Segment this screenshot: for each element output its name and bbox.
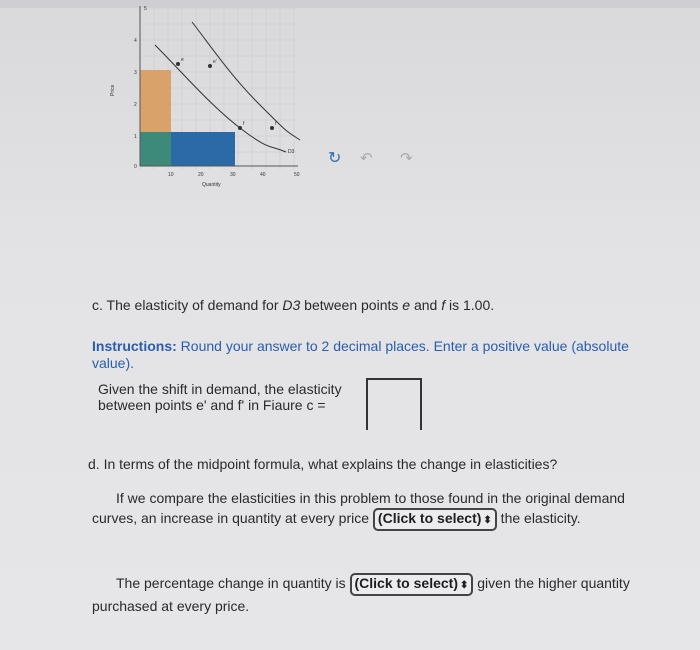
question-c-curve: D3 xyxy=(282,297,301,313)
curve-label-d3: D3 xyxy=(288,149,295,155)
teal-area xyxy=(140,132,171,166)
point-label-f: f xyxy=(243,121,245,127)
point-e-prime xyxy=(208,64,212,68)
given-text: Given the shift in demand, the elasticity between points e' and f' in Fiaure c = xyxy=(98,381,342,413)
demand-chart xyxy=(100,0,430,200)
x-tick-40: 40 xyxy=(260,172,266,178)
question-c xyxy=(92,297,494,313)
paragraph-2-before: The percentage change in quantity is xyxy=(116,575,350,591)
x-tick-30: 30 xyxy=(230,172,236,178)
y-tick-0: 0 xyxy=(134,164,137,170)
x-tick-50: 50 xyxy=(294,172,300,178)
x-tick-10: 10 xyxy=(168,172,174,178)
paragraph-2-after: given the higher quantity purchased at every price. xyxy=(92,575,630,614)
y-tick-3: 3 xyxy=(134,70,137,76)
y-tick-2: 2 xyxy=(134,102,137,108)
select-arrows-icon: ⬍ xyxy=(483,515,492,526)
question-c-text-b: between points xyxy=(300,297,403,313)
point-f-prime xyxy=(270,126,274,130)
paragraph-1 xyxy=(92,488,637,531)
point-label-f-prime: f' xyxy=(275,121,278,127)
question-c-text-a: c. The elasticity of demand for xyxy=(92,297,283,313)
chart-svg xyxy=(100,0,430,200)
paragraph-2-select[interactable] xyxy=(350,573,474,596)
point-label-e-prime: e' xyxy=(213,59,217,65)
orange-area xyxy=(140,70,171,132)
instructions xyxy=(92,338,632,372)
paragraph-2-select-label: (Click to select) xyxy=(354,575,458,591)
instructions-text: Round your answer to 2 decimal places. Enter a positive value (absolute value). xyxy=(92,338,629,371)
undo-icon[interactable]: ↶ xyxy=(360,150,373,167)
question-c-text-d: is 1.00. xyxy=(445,297,495,313)
y-tick-4: 4 xyxy=(134,38,137,44)
y-tick-1: 1 xyxy=(134,134,137,140)
y-tick-5: 5 xyxy=(144,6,147,12)
question-c-point-f: f xyxy=(441,297,446,313)
question-c-point-e: e xyxy=(402,297,411,313)
y-axis-label: Price xyxy=(110,84,116,96)
x-axis-label: Quantity xyxy=(202,182,221,188)
reset-icon[interactable]: ↻ xyxy=(328,150,342,167)
redo-icon[interactable]: ↷ xyxy=(400,150,413,167)
paragraph-1-select[interactable] xyxy=(373,508,497,531)
x-tick-20: 20 xyxy=(198,172,204,178)
instructions-label: Instructions: xyxy=(92,338,177,354)
point-e xyxy=(176,62,180,66)
question-d: d. In terms of the midpoint formula, what explains the change in elasticities? xyxy=(88,456,558,472)
paragraph-1-after: the elasticity. xyxy=(496,510,581,526)
blue-area xyxy=(171,132,235,166)
paragraph-2 xyxy=(92,573,637,616)
paragraph-1-select-label: (Click to select) xyxy=(377,510,482,526)
paragraph-1-before: If we compare the elasticities in this problem to those found in the original demand curves, an increase in quantity at every price xyxy=(92,490,625,526)
select-arrows-icon: ⬍ xyxy=(459,580,469,591)
question-c-text-c: and xyxy=(410,297,442,313)
point-f xyxy=(238,126,242,130)
point-label-e: e xyxy=(181,57,184,63)
elasticity-answer-input[interactable] xyxy=(366,378,422,430)
